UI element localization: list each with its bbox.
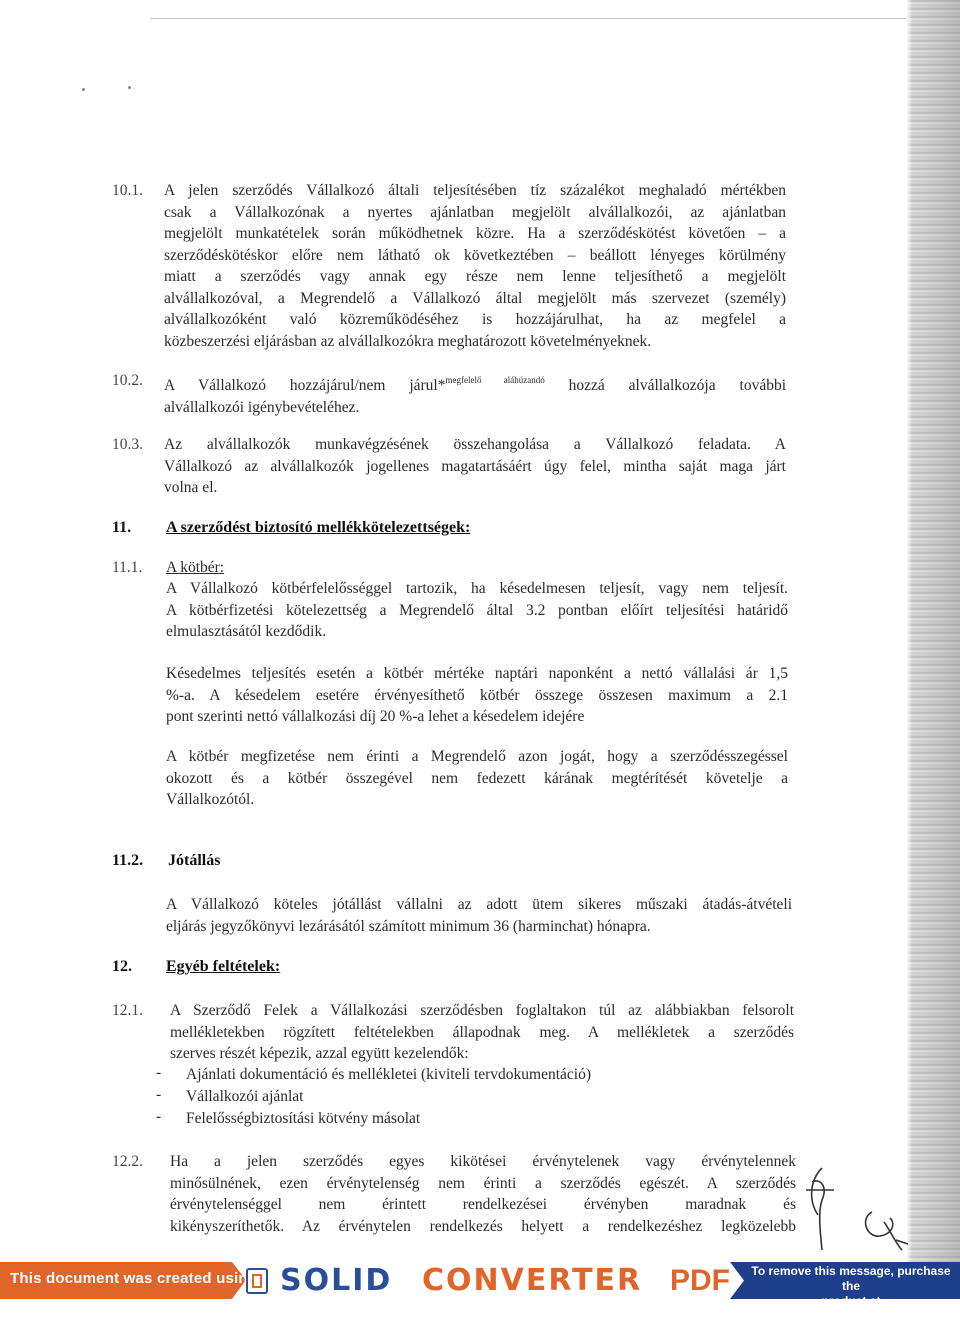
text-line: minősülnének, ezen érvénytelenség nem érinti a szerződés egészét. A szerződés — [170, 1174, 796, 1192]
text-line: szerződéskötéskor előre nem látható ok következtében – beállott lényeges körülmény — [164, 246, 786, 264]
subsection-title-11-2: Jótállás — [168, 852, 221, 869]
superscript-note: megfelelő aláhúzandó — [445, 375, 545, 385]
list-item: Felelősségbiztosítási kötvény másolat — [186, 1110, 421, 1127]
text-line: A Vállalkozó köteles jótállást vállalni az adott ütem sikeres műszaki átadás-átvételi — [166, 896, 792, 913]
text-line: alvállalkozóval, a Megrendelő a Vállalkozó által megjelölt más szervezet (személy) — [164, 289, 786, 307]
scan-speck — [82, 88, 85, 91]
scan-right-edge — [906, 0, 960, 1262]
section-number: 10.3. — [112, 436, 143, 453]
list-bullet: - — [156, 1064, 162, 1081]
text-line: alvállalkozóként való közreműködéséhez is hozzájárulhat, ha az megfelel a — [164, 311, 786, 328]
document-logo-icon — [246, 1268, 268, 1294]
text-line: csak a Vállalkozónak a nyertes ajánlatban megjelölt alvállalkozói, az ajánlatban — [164, 203, 786, 221]
paragraph-11-1-c — [166, 746, 788, 811]
text-line: A kötbér megfizetése nem érinti a Megrendelő azon jogát, hogy a szerződésszegéssel — [166, 748, 788, 765]
handwritten-signature — [800, 1160, 920, 1260]
purchase-line-2: product at www.SolidDocuments.com — [774, 1294, 928, 1323]
scan-speck — [128, 86, 131, 89]
text-line: Vállalkozótól. — [166, 791, 255, 808]
section-number: 10.2. — [112, 372, 143, 389]
scan-top-rule — [150, 18, 910, 19]
section-number: 11.1. — [112, 559, 143, 576]
section-number: 11. — [112, 519, 132, 536]
section-number: 12. — [112, 958, 132, 975]
text-line: %-a. A késedelem esetére érvényesíthető kötbér összege összesen maximum a 2.1 — [166, 686, 788, 704]
paragraph-10-3 — [164, 434, 786, 499]
paragraph-10-1 — [164, 180, 786, 352]
text-line: Ha a jelen szerződés egyes kikötései érvénytelenek vagy érvénytelennek — [170, 1153, 796, 1170]
section-number: 12.2. — [112, 1153, 143, 1170]
text-line: közbeszerzési eljárásban az alvállalkozókra meghatározott követelményeknek. — [164, 332, 652, 350]
text-line: Vállalkozó az alvállalkozók jogellenes magatartásáért úgy felel, mintha saját maga járt — [164, 457, 786, 475]
paragraph-12-2 — [170, 1151, 796, 1237]
text-line: megjelölt munkatételek során működhetnek közre. Ha a szerződéskötést követően – a — [164, 225, 786, 242]
text-line: Késedelmes teljesítés esetén a kötbér mértéke naptári naponként a nettó vállalási ár 1,5 — [166, 665, 788, 682]
text-line: A Vállalkozó kötbérfelelősséggel tartozik, ha késedelmesen teljesít, vagy nem teljesít. — [166, 580, 788, 597]
text-line: elmulasztásától kezdődik. — [166, 623, 327, 640]
paragraph-12-1 — [170, 1000, 794, 1065]
text-line: miatt a szerződés vagy annak egy része nem lenne teljesíthető a megjelölt — [164, 268, 786, 285]
brand-solid: SOLID — [280, 1263, 393, 1298]
text-line: volna el. — [164, 479, 218, 496]
section-title-12: Egyéb feltételek: — [166, 958, 281, 975]
text-span: A Vállalkozó hozzájárul/nem járul* — [164, 377, 446, 394]
text-line: A jelen szerződés Vállalkozó általi teljesítésében tíz százalékot meghaladó mértékben — [164, 182, 786, 199]
text-line: okozott és a kötbér összegével nem fedezett kárának megtérítését követelje a — [166, 769, 788, 787]
brand-converter: CONVERTER — [422, 1263, 643, 1298]
subsection-title-11-1: A kötbér: — [166, 559, 225, 576]
text-line: alvállalkozói igénybevételéhez. — [164, 398, 360, 416]
text-line: mellékletekben rögzített feltételekben állapodnak meg. A mellékletek a szerződés — [170, 1023, 794, 1041]
text-line: A Szerződő Felek a Vállalkozási szerződésben foglaltakon túl az alábbiakban felsorolt — [170, 1002, 794, 1019]
watermark-purchase-text[interactable] — [748, 1264, 954, 1324]
text-line: eljárás jegyzőkönyvi lezárásától számított minimum 36 (harminchat) hónapra. — [166, 917, 651, 935]
list-item: Vállalkozói ajánlat — [186, 1088, 304, 1105]
list-bullet: - — [156, 1086, 162, 1103]
text-span: hozzá alvállalkozója további — [568, 377, 786, 394]
purchase-line-1: To remove this message, purchase the — [751, 1264, 951, 1293]
watermark-left-text: This document was created using — [10, 1270, 258, 1287]
text-line: pont szerinti nettó vállalkozási díj 20 %-a lehet a késedelem idejére — [166, 708, 585, 725]
brand-pdf: PDF — [670, 1264, 730, 1297]
text-line: A kötbérfizetési kötelezettség a Megrendelő által 3.2 pontban előírt teljesítési határidő — [166, 601, 788, 619]
section-number: 11.2. — [112, 852, 144, 869]
text-line: érvénytelenséggel nem érintett rendelkezései érvényben maradnak és — [170, 1196, 796, 1213]
section-title-11: A szerződést biztosító mellékkötelezettségek: — [166, 519, 471, 536]
section-number: 12.1. — [112, 1002, 143, 1019]
list-bullet: - — [156, 1108, 162, 1125]
text-line: kikényszeríthetők. Az érvénytelen rendelkezés helyett a rendelkezéshez legközelebb — [170, 1217, 796, 1235]
section-number: 10.1. — [112, 182, 143, 199]
text-line: Az alvállalkozók munkavégzésének összehangolása a Vállalkozó feladata. A — [164, 436, 786, 453]
paragraph-10-2 — [164, 370, 786, 418]
paragraph-11-1-a — [166, 578, 788, 643]
text-line: szerves részét képezik, azzal együtt kezelendők: — [170, 1045, 469, 1062]
paragraph-11-1-b — [166, 663, 788, 728]
list-item: Ajánlati dokumentáció és mellékletei (kiviteli tervdokumentáció) — [186, 1066, 592, 1083]
paragraph-11-2 — [166, 894, 792, 937]
